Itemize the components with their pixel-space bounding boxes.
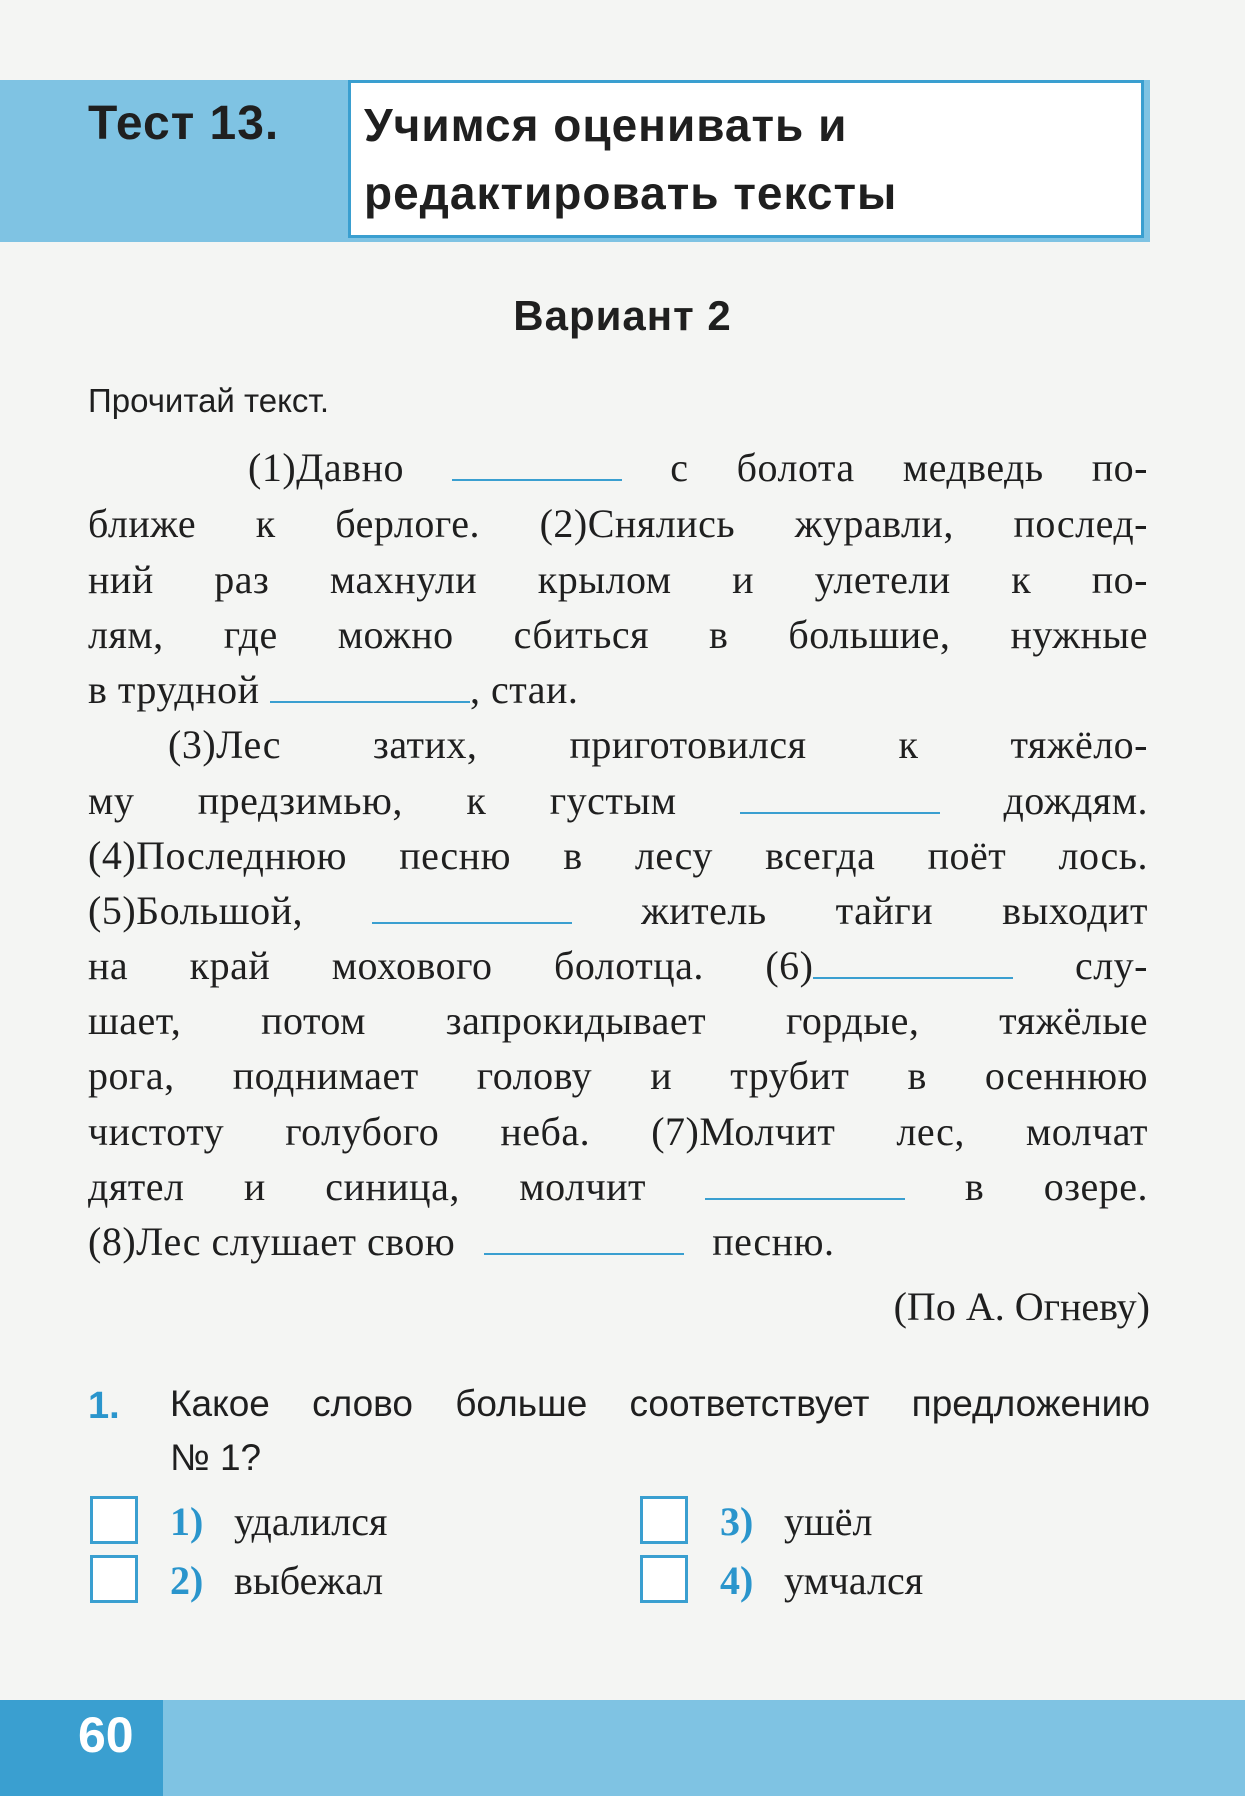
story-line-5: в трудной , стаи. (88, 667, 579, 712)
title-line-2: редактировать тексты (364, 167, 898, 219)
story-line-15: (8)Лес слушает свою песню. (88, 1219, 835, 1264)
option-1-number: 1) (170, 1499, 204, 1544)
page-number: 60 (78, 1707, 134, 1763)
option-1[interactable] (90, 1496, 510, 1546)
option-3-label: ушёл (784, 1499, 873, 1544)
option-4-number: 4) (720, 1558, 754, 1603)
story-line-6: (3)Лес затих, приготовился к тяжёло- (168, 722, 1148, 767)
option-4[interactable] (640, 1555, 1060, 1605)
story-line-12: рога, поднимает голову и трубит в осеннюю (88, 1053, 1148, 1098)
story-line-9: (5)Большой, житель тайги выходит (88, 888, 1148, 933)
question-text-line-1: Какое слово больше соответствует предложению (170, 1383, 1150, 1424)
option-3-checkbox[interactable] (640, 1496, 688, 1544)
story-line-4: лям, где можно сбиться в большие, нужные (88, 612, 1148, 657)
blank-1[interactable] (452, 449, 622, 481)
title-line-1: Учимся оценивать и (364, 99, 848, 151)
blank-4[interactable] (372, 892, 572, 924)
blank-5[interactable] (813, 947, 1013, 979)
option-2-checkbox[interactable] (90, 1555, 138, 1603)
option-4-label: умчался (784, 1558, 924, 1603)
story-line-14: дятел и синица, молчит в озере. (88, 1164, 1149, 1209)
story-line-7: му предзимью, к густым дождям. (88, 778, 1149, 823)
story-line-3: ний раз махнули крылом и улетели к по- (88, 557, 1148, 602)
story-line-8: (4)Последнюю песню в лесу всегда поёт лось. (88, 833, 1148, 878)
question-number: 1. (88, 1385, 120, 1427)
option-4-checkbox[interactable] (640, 1555, 688, 1603)
footer-band (0, 1700, 1245, 1796)
option-1-label: удалился (234, 1499, 388, 1544)
instruction: Прочитай текст. (88, 382, 330, 419)
story-author: (По А. Огневу) (893, 1284, 1150, 1329)
variant-heading: Вариант 2 (513, 292, 732, 339)
question-text-line-2: № 1? (170, 1437, 262, 1478)
option-3[interactable] (640, 1496, 1060, 1546)
story-line-10: на край мохового болотца. (6) слу- (88, 943, 1148, 988)
blank-3[interactable] (740, 782, 940, 814)
option-1-checkbox[interactable] (90, 1496, 138, 1544)
option-2[interactable] (90, 1555, 510, 1605)
test-label: Тест 13. (88, 97, 280, 150)
blank-7[interactable] (484, 1223, 684, 1255)
story-line-11: шает, потом запрокидывает гордые, тяжёлые (88, 998, 1148, 1043)
blank-6[interactable] (705, 1168, 905, 1200)
option-2-label: выбежал (234, 1558, 384, 1603)
story-line-2: ближе к берлоге. (2)Снялись журавли, послед- (88, 501, 1148, 546)
story-line-13: чистоту голубого неба. (7)Молчит лес, молчат (88, 1109, 1148, 1154)
option-2-number: 2) (170, 1558, 204, 1603)
story-line-1: (1)Давно с болота медведь по- (248, 445, 1149, 490)
blank-2[interactable] (270, 671, 470, 703)
option-3-number: 3) (720, 1499, 754, 1544)
